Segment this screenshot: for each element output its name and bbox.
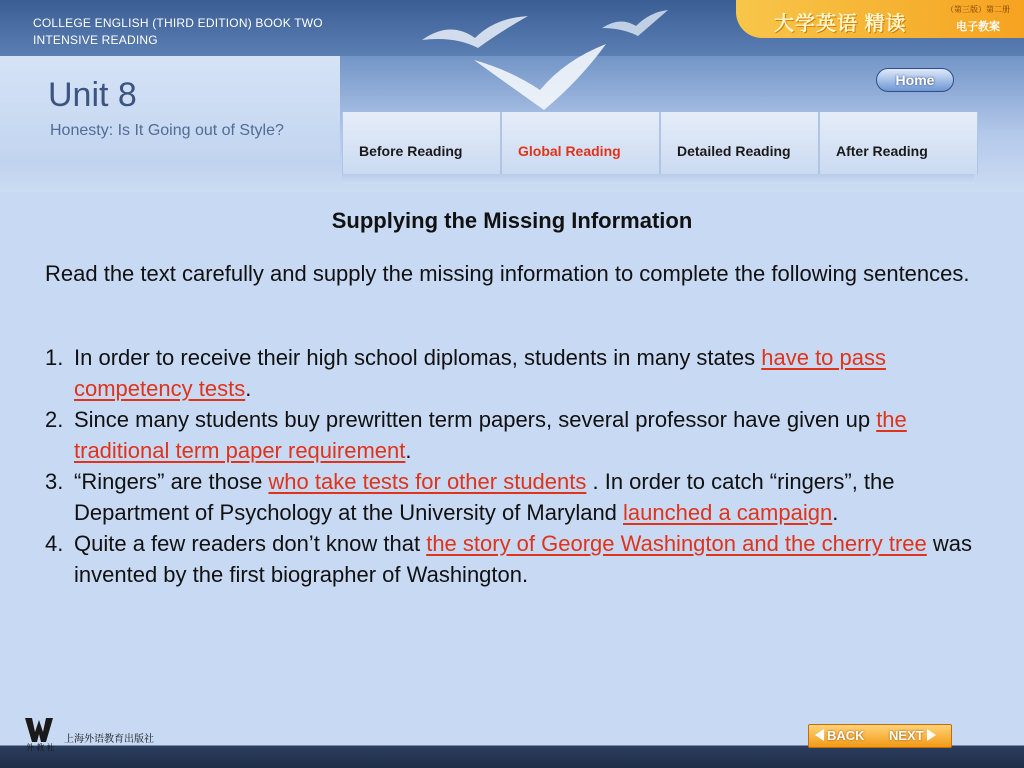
- answer-blank[interactable]: have to pass competency tests: [74, 345, 886, 401]
- series-title-line2: INTENSIVE READING: [33, 33, 158, 47]
- item-text: .: [405, 438, 412, 463]
- tab-after-reading[interactable]: [819, 112, 978, 174]
- item-number: 4.: [45, 531, 64, 556]
- item-text: .: [245, 376, 252, 401]
- footer: [0, 712, 1024, 768]
- unit-title: Unit 8: [48, 76, 137, 114]
- header-banner: [0, 0, 1024, 192]
- product-brand: [736, 0, 1024, 38]
- series-title-line1: COLLEGE ENGLISH (THIRD EDITION) BOOK TWO: [33, 16, 323, 30]
- arrow-left-icon: [815, 729, 824, 741]
- back-button[interactable]: [815, 728, 865, 743]
- item-text: . In order to catch “ringers”, the Department of Psychology at the University of Maryland: [74, 469, 895, 525]
- exercise-content: [0, 192, 1024, 712]
- section-heading: Supplying the Missing Information: [331, 208, 693, 233]
- tab-label: Detailed Reading: [677, 143, 791, 159]
- exercise-item-1: [45, 342, 1005, 404]
- tab-detailed-reading[interactable]: [660, 112, 819, 174]
- exercise-list: [45, 342, 1005, 590]
- home-button[interactable]: Home: [876, 68, 954, 92]
- exercise-item-4: [45, 528, 1005, 590]
- brand-subtitle: 电子教案: [956, 21, 1000, 33]
- series-title: [33, 15, 363, 49]
- answer-blank[interactable]: launched a campaign: [623, 500, 833, 525]
- item-text: was invented by the first biographer of Washington.: [74, 531, 973, 587]
- item-number: 2.: [45, 407, 64, 432]
- unit-subtitle: Honesty: Is It Going out of Style?: [50, 122, 284, 139]
- tab-global-reading[interactable]: [501, 112, 660, 174]
- exercise-item-3: [45, 466, 1005, 528]
- tab-divider: [342, 174, 974, 184]
- item-number: 3.: [45, 469, 64, 494]
- tab-label: Global Reading: [518, 143, 621, 159]
- next-label: NEXT: [889, 728, 924, 743]
- tab-before-reading[interactable]: [342, 112, 501, 174]
- arrow-right-icon: [927, 729, 936, 741]
- publisher-logo-icon: [24, 716, 54, 744]
- item-text: Since many students buy prewritten term papers, several professor have given up: [74, 407, 877, 432]
- logo-caption: 外 教 社: [26, 743, 55, 752]
- item-text: .: [832, 500, 839, 525]
- answer-blank[interactable]: who take tests for other students: [268, 469, 587, 494]
- seagull-icon: [600, 8, 670, 48]
- tab-label: After Reading: [836, 143, 928, 159]
- instructions: Read the text carefully and supply the missing information to complete the following sentences.: [45, 261, 970, 286]
- next-button[interactable]: [889, 728, 936, 743]
- tab-label: Before Reading: [359, 143, 463, 159]
- exercise-item-2: [45, 404, 1005, 466]
- item-text: In order to receive their high school diplomas, students in many states: [74, 345, 762, 370]
- item-text: “Ringers” are those: [74, 469, 269, 494]
- item-number: 1.: [45, 345, 64, 370]
- answer-blank[interactable]: the traditional term paper requirement: [74, 407, 907, 463]
- page-navigation: [808, 724, 952, 748]
- brand-title: 大学英语 精读: [774, 13, 907, 35]
- seagull-icon: [470, 40, 610, 120]
- back-label: BACK: [827, 728, 865, 743]
- publisher-name: 上海外语教育出版社: [64, 734, 154, 745]
- item-text: Quite a few readers don’t know that: [74, 531, 427, 556]
- answer-blank[interactable]: the story of George Washington and the cherry tree: [426, 531, 927, 556]
- brand-edition: （第三版）第二册: [946, 5, 1010, 14]
